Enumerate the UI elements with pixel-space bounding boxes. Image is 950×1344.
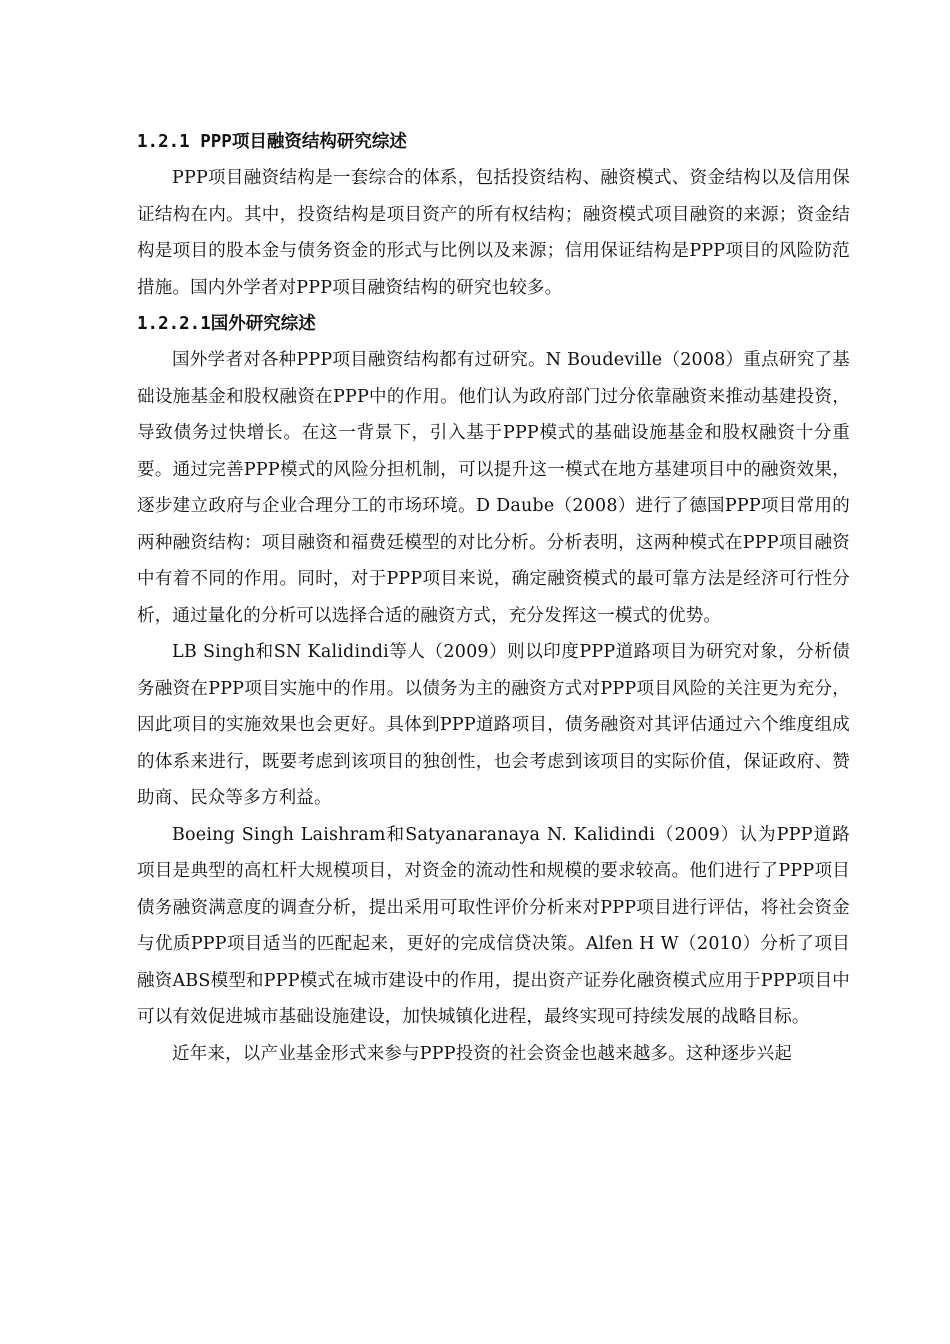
body-paragraph-1: 国外学者对各种PPP项目融资结构都有过研究。N Boudeville（2008）重点研究了基础设施基金和股权融资在PPP中的作用。他们认为政府部门过分依靠融资来推动基建投资，导致债务过快增长。在这一背景下，引入基于PPP模式的基础设施基金和股权融资十分重要。通过完善PPP模式的风险分担机制，可以提升这一模式在地方基建项目中的融资效果，逐步建立政府与企业合理分工的市场环境。D Daube（2008）进行了德国PPP项目常用的两种融资结构：项目融资和福费廷模型的对比分析。分析表明，这两种模式在PPP项目融资中有着不同的作用。同时，对于PPP项目来说，确定融资模式的最可靠方法是经济可行性分析，通过量化的分析可以选择合适的融资方式，充分发挥这一模式的优势。 (137, 350, 850, 626)
subsection-heading: 1.2.2.1国外研究综述 (137, 314, 316, 334)
section-heading: 1.2.1 PPP项目融资结构研究综述 (137, 132, 407, 152)
document-page (137, 124, 850, 1072)
body-paragraph-3: Boeing Singh Laishram和Satyanaranaya N. Kalidindi（2009）认为PPP道路项目是典型的高杠杆大规模项目，对资金的流动性和规模的要求较高。他们进行了PPP项目债务融资满意度的调查分析，提出采用可取性评价分析来对PPP项目进行评估，将社会资金与优质PPP项目适当的匹配起来，更好的完成信贷决策。Alfen H W（2010）分析了项目融资ABS模型和PPP模式在城市建设中的作用，提出资产证券化融资模式应用于PPP项目中可以有效促进城市基础设施建设，加快城镇化进程，最终实现可持续发展的战略目标。 (137, 824, 850, 1027)
body-paragraph-2: LB Singh和SN Kalidindi等人（2009）则以印度PPP道路项目为研究对象，分析债务融资在PPP项目实施中的作用。以债务为主的融资方式对PPP项目风险的关注更为充分，因此项目的实施效果也会更好。具体到PPP道路项目，债务融资对其评估通过六个维度组成的体系来进行，既要考虑到该项目的独创性，也会考虑到该项目的实际价值，保证政府、赞助商、民众等多方利益。 (137, 642, 850, 808)
body-paragraph-4: 近年来，以产业基金形式来参与PPP投资的社会资金也越来越多。这种逐步兴起 (172, 1043, 793, 1064)
section-intro-paragraph: PPP项目融资结构是一套综合的体系，包括投资结构、融资模式、资金结构以及信用保证结构在内。其中，投资结构是项目资产的所有权结构；融资模式项目融资的来源；资金结构是项目的股本金与债务资金的形式与比例以及来源；信用保证结构是PPP项目的风险防范措施。国内外学者对PPP项目融资结构的研究也较多。 (137, 168, 850, 298)
